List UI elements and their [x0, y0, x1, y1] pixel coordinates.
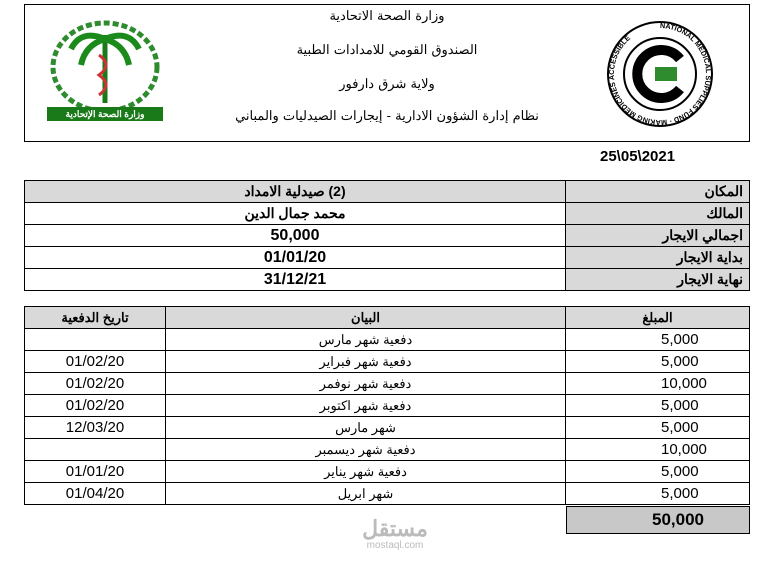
nmsf-logo-text: NATIONAL MEDICAL SUPPLIES FUND · MAKING MEDICINES ACCESSIBLE [606, 20, 713, 128]
payment-amount: 10,000 [566, 439, 750, 461]
value: 50,000 [25, 225, 566, 247]
value: 31/12/21 [25, 269, 566, 291]
payment-amount: 10,000 [566, 373, 750, 395]
payment-date: 01/02/20 [25, 351, 166, 373]
header-description: البيان [166, 307, 566, 329]
payment-date: 01/02/20 [25, 395, 166, 417]
payment-desc: دفعية شهر فبراير [166, 351, 566, 373]
payments-header [25, 307, 750, 329]
payments-table [24, 306, 750, 505]
label: اجمالي الايجار [566, 225, 750, 247]
value: (2) صيدلية الامداد [25, 181, 566, 203]
payment-row [25, 329, 750, 351]
label: المالك [566, 203, 750, 225]
report-date: 25\05\2021 [600, 148, 676, 165]
payment-row [25, 373, 750, 395]
state-name: ولاية شرق دارفور [339, 77, 435, 92]
payment-desc: دفعية شهر مارس [166, 329, 566, 351]
payment-desc: شهر ابريل [166, 483, 566, 505]
payment-row [25, 417, 750, 439]
payment-row [25, 461, 750, 483]
label: نهاية الايجار [566, 269, 750, 291]
payment-amount: 5,000 [566, 417, 750, 439]
watermark-latin: mostaql.com [366, 540, 424, 551]
payment-date: 01/02/20 [25, 373, 166, 395]
watermark [345, 518, 445, 551]
payment-desc: دفعية شهر يناير [166, 461, 566, 483]
letterhead [24, 4, 750, 142]
payment-amount: 5,000 [566, 351, 750, 373]
payment-row [25, 395, 750, 417]
payment-amount: 5,000 [566, 483, 750, 505]
nmsf-logo [605, 19, 715, 134]
header-amount: المبلغ [566, 307, 750, 329]
payment-desc: شهر مارس [166, 417, 566, 439]
payments-total: 50,000 [566, 506, 750, 534]
payment-desc: دفعية شهر ديسمبر [166, 439, 566, 461]
payment-desc: دفعية شهر اكتوبر [166, 395, 566, 417]
value: محمد جمال الدين [25, 203, 566, 225]
payment-amount: 5,000 [566, 461, 750, 483]
watermark-arabic: مستقل [362, 516, 428, 541]
ministry-name: وزارة الصحة الاتحادية [329, 9, 445, 24]
payment-desc: دفعية شهر نوفمر [166, 373, 566, 395]
fund-name: الصندوق القومي للامدادات الطبية [296, 43, 478, 58]
info-row-owner [25, 203, 750, 225]
value: 01/01/20 [25, 247, 566, 269]
info-row-end [25, 269, 750, 291]
info-row-total-rent [25, 225, 750, 247]
payment-date [25, 329, 166, 351]
payment-row [25, 483, 750, 505]
payment-amount: 5,000 [566, 395, 750, 417]
info-row-location [25, 181, 750, 203]
payment-amount: 5,000 [566, 329, 750, 351]
label: المكان [566, 181, 750, 203]
system-name: نظام إدارة الشؤون الادارية - إيجارات الصيدليات والمباني [235, 109, 539, 124]
info-row-start [25, 247, 750, 269]
header-date: تاريخ الدفعية [25, 307, 166, 329]
lease-info-table [24, 180, 750, 291]
payment-date: 01/01/20 [25, 461, 166, 483]
payment-date: 12/03/20 [25, 417, 166, 439]
payment-row [25, 439, 750, 461]
payment-row [25, 351, 750, 373]
label: بداية الايجار [566, 247, 750, 269]
payment-date: 01/04/20 [25, 483, 166, 505]
ministry-logo-text: وزارة الصحة الإتحادية [47, 107, 163, 121]
payment-date [25, 439, 166, 461]
